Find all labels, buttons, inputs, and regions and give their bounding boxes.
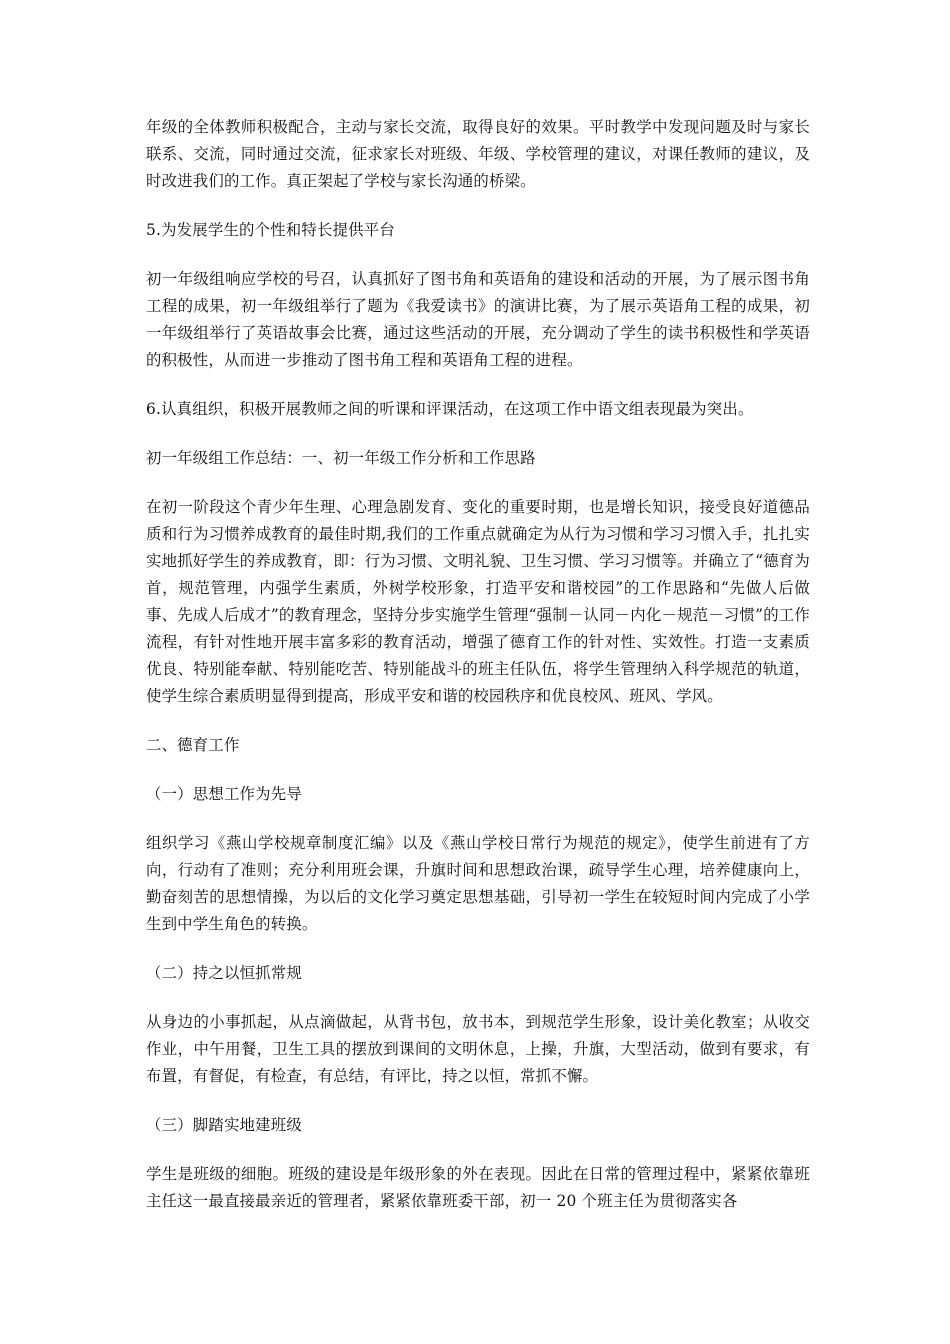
- heading-moral-education: 二、德育工作: [146, 736, 240, 754]
- subheading-class-building: （三）脚踏实地建班级: [146, 1116, 302, 1134]
- heading-lesson-observation: 6.认真组织，积极开展教师之间的听课和评课活动，在这项工作中语文组表现最为突出。: [146, 400, 754, 418]
- subheading-routine: （二）持之以恒抓常规: [146, 964, 302, 982]
- heading-student-platform: 5.为发展学生的个性和特长提供平台: [146, 221, 395, 239]
- paragraph-class-building: 学生是班级的细胞。班级的建设是年级形象的外在表现。因此在日常的管理过程中，紧紧依靠班主任这一最直接最亲近的管理者，紧紧依靠班委干部，初一 20 个班主任为贯彻落实各: [146, 1165, 810, 1210]
- paragraph-parent-communication: 年级的全体教师积极配合，主动与家长交流，取得良好的效果。平时教学中发现问题及时与家长联系、交流，同时通过交流，征求家长对班级、年级、学校管理的建议，对课任教师的建议，及时改进我们的工作。真正架起了学校与家长沟通的桥梁。: [146, 118, 810, 190]
- paragraph-work-ideas: 在初一阶段这个青少年生理、心理急剧发育、变化的重要时期，也是增长知识，接受良好道德品质和行为习惯养成教育的最佳时期,我们的工作重点就确定为从行为习惯和学习习惯入手，扎扎实实地抓好学生的养成教育，即：行为习惯、文明礼貌、卫生习惯、学习习惯等。并确立了“德育为首，规范管理，内强学生素质，外树学校形象，打造平安和谐校园”的工作思路和“先做人后做事、先成人后成才”的教育理念，坚持分步实施学生管理“强制－认同－内化－规范－习惯”的工作流程，有针对性地开展丰富多彩的教育活动，增强了德育工作的针对性、实效性。打造一支素质优良、特别能奉献、特别能吃苦、特别能战斗的班主任队伍，将学生管理纳入科学规范的轨道，使学生综合素质明显得到提高，形成平安和谐的校园秩序和优良校风、班风、学风。: [146, 498, 810, 705]
- paragraph-routine: 从身边的小事抓起，从点滴做起，从背书包，放书本，到规范学生形象，设计美化教室；从收交作业，中午用餐，卫生工具的摆放到课间的文明休息，上操，升旗，大型活动，做到有要求，有布置，有督促，有检查，有总结，有评比，持之以恒，常抓不懈。: [146, 1013, 810, 1085]
- subheading-ideological-work: （一）思想工作为先导: [146, 785, 302, 803]
- document-page: [146, 114, 810, 1237]
- heading-work-summary: 初一年级组工作总结：一、初一年级工作分析和工作思路: [146, 449, 536, 467]
- paragraph-ideological-work: 组织学习《燕山学校规章制度汇编》以及《燕山学校日常行为规范的规定》，使学生前进有了方向，行动有了准则；充分利用班会课，升旗时间和思想政治课，疏导学生心理，培养健康向上，勤奋刻苦的思想情操，为以后的文化学习奠定思想基础，引导初一学生在较短时间内完成了小学生到中学生角色的转换。: [146, 834, 810, 933]
- paragraph-book-english-corner: 初一年级组响应学校的号召，认真抓好了图书角和英语角的建设和活动的开展，为了展示图书角工程的成果，初一年级组举行了题为《我爱读书》的演讲比赛，为了展示英语角工程的成果，初一年级组举行了英语故事会比赛，通过这些活动的开展，充分调动了学生的读书积极性和学英语的积极性，从而进一步推动了图书角工程和英语角工程的进程。: [146, 270, 810, 369]
